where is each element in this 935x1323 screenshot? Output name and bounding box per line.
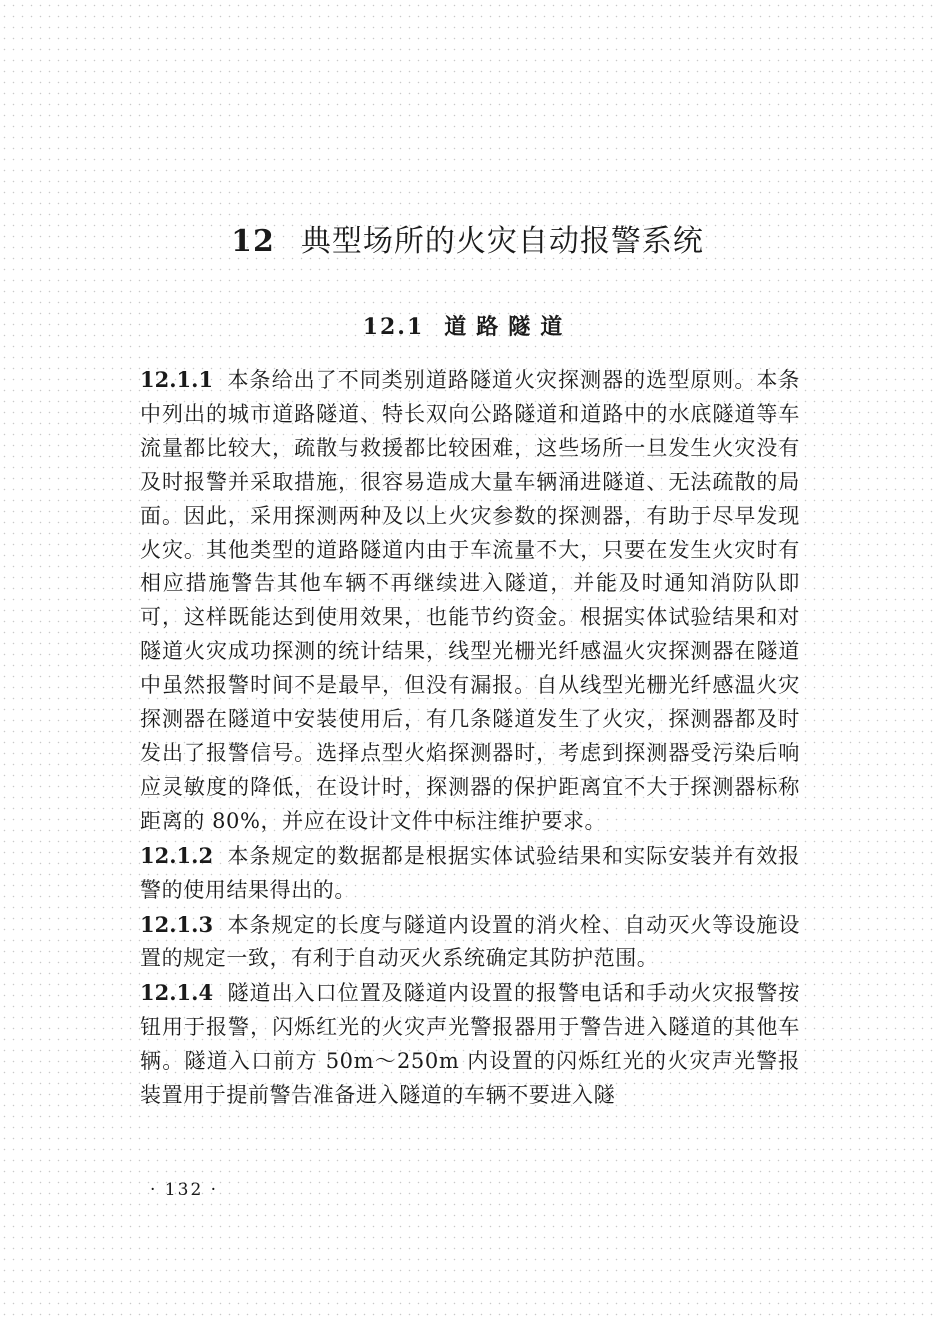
clause-12-1-1 xyxy=(140,363,800,839)
chapter-title: 典型场所的火灾自动报警系统 xyxy=(300,224,704,259)
section-heading xyxy=(0,312,935,342)
chapter-heading xyxy=(0,222,935,262)
page-number: · 132 · xyxy=(150,1180,219,1200)
clause-number: 12.1.2 xyxy=(140,842,214,868)
clause-text: 本条规定的数据都是根据实体试验结果和实际安装并有效报警的使用结果得出的。 xyxy=(140,843,800,902)
clause-text: 本条给出了不同类别道路隧道火灾探测器的选型原则。本条中列出的城市道路隧道、特长双向公路隧道和道路中的水底隧道等车流量都比较大，疏散与救援都比较困难，这些场所一旦发生火灾没有及时报警并采取措施，很容易造成大量车辆涌进隧道、无法疏散的局面。因此，采用探测两种及以上火灾参数的探测器，有助于尽早发现火灾。其他类型的道路隧道内由于车流量不大，只要在发生火灾时有相应措施警告其他车辆不再继续进入隧道，并能及时通知消防队即可，这样既能达到使用效果，也能节约资金。根据实体试验结果和对隧道火灾成功探测的统计结果，线型光栅光纤感温火灾探测器在隧道中虽然报警时间不是最早，但没有漏报。自从线型光栅光纤感温火灾探测器在隧道中安装使用后，有几条隧道发生了火灾，探测器都及时发出了报警信号。选择点型火焰探测器时，考虑到探测器受污染后响应灵敏度的降低，在设计时，探测器的保护距离宜不大于探测器标称距离的 80%，并应在设计文件中标注维护要求。 xyxy=(140,368,800,833)
section-number: 12.1 xyxy=(362,314,425,340)
clause-text: 隧道出入口位置及隧道内设置的报警电话和手动火灾报警按钮用于报警，闪烁红光的火灾声光警报器用于警告进入隧道的其他车辆。隧道入口前方 50m～250m 内设置的闪烁红光的火灾声光警报装置用于提前警告准备进入隧道的车辆不要进入隧 xyxy=(140,981,800,1108)
section-title: 道路隧道 xyxy=(444,314,573,340)
clause-12-1-4 xyxy=(140,976,800,1113)
body-text xyxy=(140,363,800,1113)
clause-number: 12.1.3 xyxy=(140,911,214,937)
clause-number: 12.1.4 xyxy=(140,980,214,1006)
chapter-number: 12 xyxy=(231,224,275,259)
clause-number: 12.1.1 xyxy=(140,367,214,392)
clause-text: 本条规定的长度与隧道内设置的消火栓、自动灭火等设施设置的规定一致，有利于自动灭火系统确定其防护范围。 xyxy=(140,912,800,971)
clause-12-1-3 xyxy=(140,908,800,977)
clause-12-1-2 xyxy=(140,839,800,908)
